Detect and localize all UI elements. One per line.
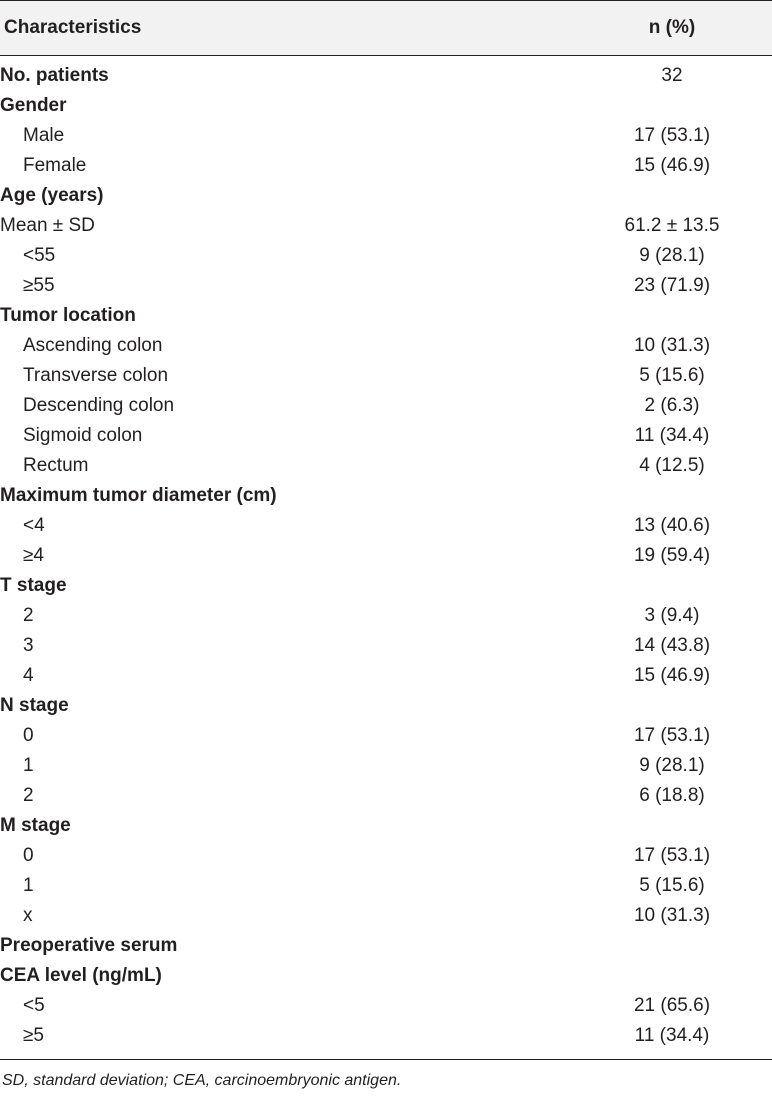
table-row <box>0 61 772 91</box>
table-row <box>0 451 772 481</box>
row-value: 5 (15.6) <box>639 365 705 386</box>
table-row <box>0 661 772 691</box>
row-value: 5 (15.6) <box>639 875 705 896</box>
row-label: <5 <box>23 995 45 1016</box>
table-row <box>0 931 772 961</box>
row-label: CEA level (ng/mL) <box>0 965 162 986</box>
row-label: Descending colon <box>23 395 175 416</box>
table-row <box>0 571 772 601</box>
row-value: 11 (34.4) <box>634 1025 710 1046</box>
row-value: 11 (34.4) <box>634 425 710 446</box>
row-value: 17 (53.1) <box>633 845 711 866</box>
row-value: 61.2 ± 13.5 <box>624 215 720 236</box>
table-header <box>0 1 772 55</box>
table-row <box>0 751 772 781</box>
table-row <box>0 601 772 631</box>
row-value: 13 (40.6) <box>633 515 711 536</box>
row-label: Rectum <box>23 455 89 476</box>
row-label: Gender <box>0 95 67 116</box>
row-label: Maximum tumor diameter (cm) <box>0 485 277 506</box>
row-value: 10 (31.3) <box>633 335 711 356</box>
table-row <box>0 301 772 331</box>
table-row <box>0 631 772 661</box>
table-row <box>0 721 772 751</box>
table-row <box>0 91 772 121</box>
table-row <box>0 691 772 721</box>
table-row <box>0 961 772 991</box>
row-label: x <box>23 905 33 926</box>
row-value: 19 (59.4) <box>633 545 711 566</box>
row-value: 9 (28.1) <box>639 755 705 776</box>
row-label: Ascending colon <box>23 335 163 356</box>
table-row <box>0 511 772 541</box>
bottom-rule <box>0 1059 772 1060</box>
table-row <box>0 991 772 1021</box>
table-body <box>0 56 772 1051</box>
table-footnote: SD, standard deviation; CEA, carcinoembryonic antigen. <box>2 1072 402 1089</box>
table-row <box>0 151 772 181</box>
header-n-percent: n (%) <box>648 17 696 38</box>
row-label: ≥4 <box>23 545 44 566</box>
row-value: 9 (28.1) <box>639 245 705 266</box>
row-value: 14 (43.8) <box>633 635 711 656</box>
row-label: 0 <box>23 845 34 866</box>
row-value: 32 <box>661 65 683 86</box>
row-label: Sigmoid colon <box>23 425 143 446</box>
row-label: <55 <box>23 245 56 266</box>
row-label: ≥55 <box>23 275 55 296</box>
row-value: 15 (46.9) <box>633 155 711 176</box>
row-label: Male <box>23 125 65 146</box>
table-row <box>0 541 772 571</box>
table-row <box>0 781 772 811</box>
row-label: No. patients <box>0 65 109 86</box>
row-value: 2 (6.3) <box>644 395 700 416</box>
row-value: 23 (71.9) <box>633 275 711 296</box>
row-label: Transverse colon <box>23 365 169 386</box>
table-row <box>0 121 772 151</box>
table-row <box>0 331 772 361</box>
table-row <box>0 241 772 271</box>
row-value: 6 (18.8) <box>639 785 705 806</box>
row-label: N stage <box>0 695 69 716</box>
table-row <box>0 811 772 841</box>
row-label: ≥5 <box>23 1025 44 1046</box>
table-row <box>0 481 772 511</box>
row-value: 4 (12.5) <box>639 455 705 476</box>
row-label: Mean ± SD <box>0 215 95 236</box>
row-label: 4 <box>23 665 34 686</box>
row-label: <4 <box>23 515 45 536</box>
row-label: T stage <box>0 575 67 596</box>
row-label: 3 <box>23 635 34 656</box>
table-row <box>0 1021 772 1051</box>
table-row <box>0 391 772 421</box>
table-row <box>0 421 772 451</box>
table-row <box>0 211 772 241</box>
row-label: Female <box>23 155 87 176</box>
row-label: Preoperative serum <box>0 935 178 956</box>
table-row <box>0 901 772 931</box>
row-label: 1 <box>23 875 34 896</box>
row-label: 2 <box>23 605 34 626</box>
row-label: 2 <box>23 785 34 806</box>
row-value: 17 (53.1) <box>633 725 711 746</box>
row-value: 3 (9.4) <box>644 605 700 626</box>
row-value: 17 (53.1) <box>633 125 711 146</box>
table-row <box>0 181 772 211</box>
row-value: 21 (65.6) <box>633 995 711 1016</box>
row-value: 15 (46.9) <box>633 665 711 686</box>
row-label: 1 <box>23 755 34 776</box>
row-label: Age (years) <box>0 185 104 206</box>
table-row <box>0 271 772 301</box>
row-label: M stage <box>0 815 71 836</box>
row-label: 0 <box>23 725 34 746</box>
table-row <box>0 361 772 391</box>
row-value: 10 (31.3) <box>633 905 711 926</box>
row-label: Tumor location <box>0 305 136 326</box>
header-characteristics: Characteristics <box>4 17 142 38</box>
table-row <box>0 871 772 901</box>
table-row <box>0 841 772 871</box>
